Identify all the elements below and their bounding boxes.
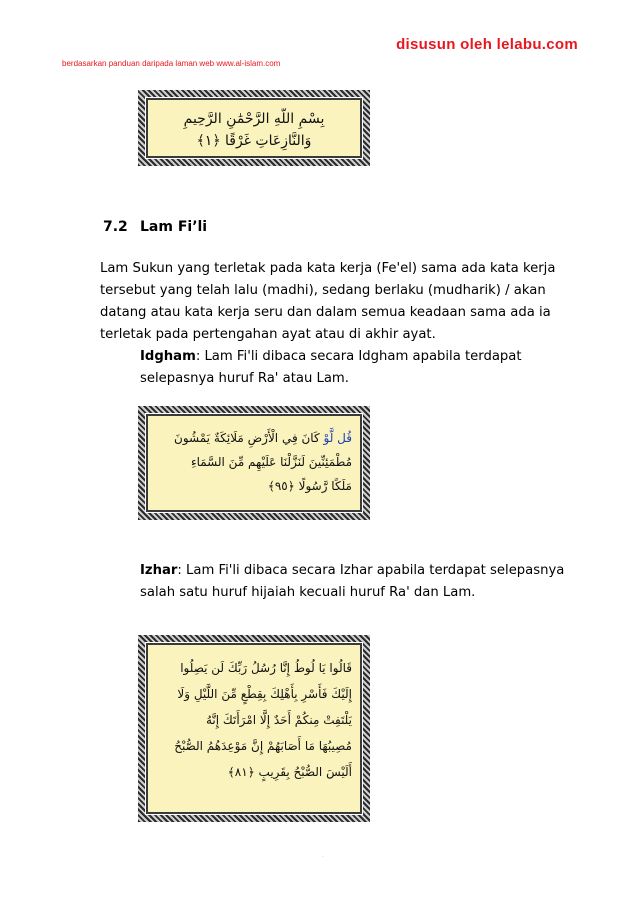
verse-line: إِلَيْكَ فَأَسْرِ بِأَهْلِكَ بِقِطْعٍ مِّنَ اللَّيْلِ وَلَا xyxy=(177,687,352,701)
verse-line: يَلْتَفِتْ مِنكُمْ أَحَدٌ إِلَّا امْرَأَتَكَ إِنَّهُ xyxy=(205,713,352,727)
rule-idgham xyxy=(140,346,570,390)
rule-term: Idgham xyxy=(140,349,196,364)
rule-description: : Lam Fi'li dibaca secara Idgham apabila terdapat selepasnya huruf Ra' atau Lam. xyxy=(140,349,522,386)
verse-line: مُطْمَئِنِّينَ لَنَزَّلْنَا عَلَيْهِم مِّنَ السَّمَاءِ xyxy=(190,455,352,469)
rule-description: : Lam Fi'li dibaca secara Izhar apabila terdapat selepasnya salah satu huruf hijaiah kecuali huruf Ra' dan Lam. xyxy=(140,563,565,600)
verse-highlight: قُل لَّوْ xyxy=(323,431,352,445)
verse-line: قُل لَّوْ كَانَ فِي الْأَرْضِ مَلَائِكَةٌ يَمْشُونَ xyxy=(174,431,352,445)
source-note: berdasarkan panduan daripada laman web www.al-islam.com xyxy=(62,59,281,68)
verse-line: مَلَكًا رَّسُولًا ﴿٩٥﴾ xyxy=(267,479,352,493)
verse-image-idgham-example xyxy=(138,406,370,520)
rule-izhar xyxy=(140,560,570,604)
verse-line: مُصِيبُهَا مَا أَصَابَهُمْ إِنَّ مَوْعِدَهُمُ الصُّبْحُ xyxy=(174,739,352,753)
site-credit: disusun oleh lelabu.com xyxy=(396,36,578,53)
rule-term: Izhar xyxy=(140,563,178,578)
page-mark: . xyxy=(322,852,324,859)
verse-line: بِسْمِ اللَّهِ الرَّحْمَٰنِ الرَّحِيمِ xyxy=(183,111,325,127)
verse-image-panel xyxy=(146,98,362,158)
verse-line: قَالُوا يَا لُوطُ إِنَّا رُسُلُ رَبِّكَ لَن يَصِلُوا xyxy=(180,661,352,675)
verse-image-basmalah xyxy=(138,90,370,166)
verse-image-panel xyxy=(146,643,362,814)
verse-image-panel xyxy=(146,414,362,512)
section-title: Lam Fi’li xyxy=(140,219,208,235)
section-number: 7.2 xyxy=(103,219,128,235)
intro-paragraph: Lam Sukun yang terletak pada kata kerja (Fe'el) sama ada kata kerja tersebut yang telah lalu (madhi), sedang berlaku (mudharik) / akan datang atau kata kerja seru dan dalam semua keadaan sama ada ia terletak pada pertengahan ayat atau di akhir ayat. xyxy=(100,261,556,342)
section-heading xyxy=(103,219,207,235)
verse-line: وَالنَّازِعَاتِ غَرْقًا ﴿١﴾ xyxy=(196,133,312,149)
verse-image-izhar-example xyxy=(138,635,370,822)
verse-line: أَلَيْسَ الصُّبْحُ بِقَرِيبٍ ﴿٨١﴾ xyxy=(227,765,352,779)
